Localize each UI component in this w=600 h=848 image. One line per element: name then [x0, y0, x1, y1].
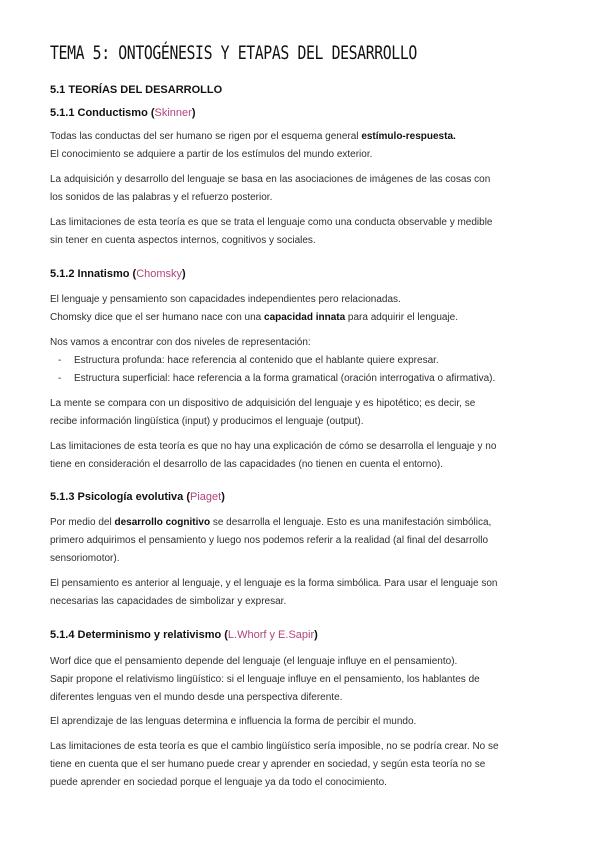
author-name: Chomsky	[136, 268, 183, 280]
paragraph: recibe información lingüística (input) y producimos el lenguaje (output).	[50, 416, 364, 427]
paragraph: Todas las conductas del ser humano se rigen por el esquema general estímulo-respuesta.	[50, 131, 456, 142]
paragraph: sin tener en cuenta aspectos internos, cognitivos y sociales.	[50, 235, 316, 246]
subsection-heading-conductismo: 5.1.1 Conductismo (Skinner)	[50, 107, 196, 119]
page-title: TEMA 5: ONTOGÉNESIS Y ETAPAS DEL DESARROLLO	[50, 42, 417, 64]
section-heading: 5.1 TEORÍAS DEL DESARROLLO	[50, 84, 223, 96]
paragraph: La adquisición y desarrollo del lenguaje se basa en las asociaciones de imágenes de las cosas con	[50, 174, 491, 185]
paragraph: El conocimiento se adquiere a partir de los estímulos del mundo exterior.	[50, 149, 373, 160]
subsection-heading-determinismo: 5.1.4 Determinismo y relativismo (L.Whorf y E.Sapir)	[50, 629, 318, 641]
paragraph: Las limitaciones de esta teoría es que no hay una explicación de cómo se desarrolla el lenguaje y no	[50, 441, 497, 452]
paragraph: los sonidos de las palabras y el refuerzo posterior.	[50, 192, 273, 203]
paragraph: Las limitaciones de esta teoría es que el cambio lingüístico sería imposible, no se podría crear. No se	[50, 741, 499, 752]
author-name: L.Whorf y E.Sapir	[227, 629, 315, 641]
paragraph: Sapir propone el relativismo lingüístico: si el lenguaje influye en el pensamiento, los hablantes de	[50, 674, 480, 685]
list-item: - Estructura profunda: hace referencia al contenido que el hablante quiere expresar.	[58, 355, 439, 366]
paragraph: Las limitaciones de esta teoría es que se trata el lenguaje como una conducta observable y medible	[50, 217, 493, 228]
paragraph: El aprendizaje de las lenguas determina e influencia la forma de percibir el mundo.	[50, 716, 417, 727]
paragraph: El lenguaje y pensamiento son capacidades independientes pero relacionadas.	[50, 294, 401, 305]
paragraph: Worf dice que el pensamiento depende del lenguaje (el lenguaje influye en el pensamiento).	[50, 656, 458, 667]
author-name: Skinner	[154, 107, 192, 119]
paragraph: sensoriomotor).	[50, 553, 120, 564]
paragraph: El pensamiento es anterior al lenguaje, y el lenguaje es la forma simbólica. Para usar el lenguaje son	[50, 578, 498, 589]
paragraph: tiene en consideración el desarrollo de las capacidades (no tienen en cuenta el entorno).	[50, 459, 444, 470]
subsection-heading-innatismo: 5.1.2 Innatismo (Chomsky)	[50, 268, 186, 280]
paragraph: Chomsky dice que el ser humano nace con una capacidad innata para adquirir el lenguaje.	[50, 312, 459, 323]
paragraph: necesarias las capacidades de simbolizar y expresar.	[50, 596, 287, 607]
paragraph: puede aprender en sociedad porque el lenguaje ya da todo el conocimiento.	[50, 777, 387, 788]
paragraph: La mente se compara con un dispositivo de adquisición del lenguaje y es hipotético; es decir, se	[50, 398, 476, 409]
list-item: - Estructura superficial: hace referencia a la forma gramatical (oración interrogativa o afirmativa).	[58, 373, 496, 384]
paragraph: Por medio del desarrollo cognitivo se desarrolla el lenguaje. Esto es una manifestación simbólica,	[50, 517, 492, 528]
paragraph: Nos vamos a encontrar con dos niveles de representación:	[50, 337, 311, 348]
author-name: Piaget	[190, 491, 222, 503]
paragraph: tiene en cuenta que el ser humano puede crear y aprender en sociedad, y según esta teoría no se	[50, 759, 486, 770]
paragraph: primero adquirimos el pensamiento y luego nos podemos referir a la realidad (al final del desarrollo	[50, 535, 489, 546]
paragraph: diferentes lenguas ven el mundo desde una perspectiva diferente.	[50, 692, 343, 703]
subsection-heading-psicologia-evolutiva: 5.1.3 Psicología evolutiva (Piaget)	[50, 491, 225, 503]
